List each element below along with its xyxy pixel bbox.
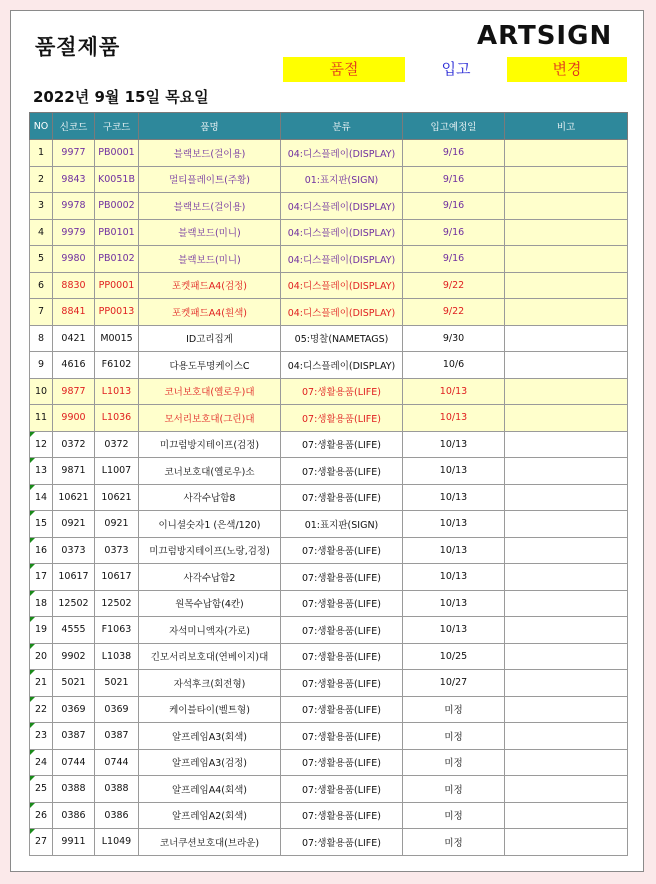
date-label: 2022년 9월 15일 목요일 xyxy=(33,88,209,106)
cell-new-code[interactable]: 9871 xyxy=(53,458,95,485)
cell-note[interactable] xyxy=(505,166,628,193)
cell-old-code[interactable]: 0373 xyxy=(95,537,139,564)
cell-no[interactable]: 19 xyxy=(30,617,53,644)
cell-old-code[interactable]: PB0001 xyxy=(95,140,139,167)
cell-eta[interactable]: 10/13 xyxy=(403,484,505,511)
cell-no[interactable]: 5 xyxy=(30,246,53,273)
cell-no[interactable]: 9 xyxy=(30,352,53,379)
cell-new-code[interactable]: 9877 xyxy=(53,378,95,405)
cell-eta[interactable]: 9/16 xyxy=(403,166,505,193)
cell-name[interactable]: 미끄럼방지테이프(노랑,검정) xyxy=(139,537,281,564)
cell-no[interactable]: 6 xyxy=(30,272,53,299)
cell-note[interactable] xyxy=(505,325,628,352)
cell-eta[interactable]: 10/13 xyxy=(403,458,505,485)
table-row xyxy=(30,670,628,697)
cell-note[interactable] xyxy=(505,352,628,379)
cell-no[interactable]: 8 xyxy=(30,325,53,352)
cell-note[interactable] xyxy=(505,405,628,432)
cell-new-code[interactable]: 0921 xyxy=(53,511,95,538)
table-row xyxy=(30,325,628,352)
cell-old-code[interactable]: 0386 xyxy=(95,802,139,829)
cell-name[interactable]: 원목수납함(4칸) xyxy=(139,590,281,617)
cell-name[interactable]: 블랙보드(걸이용) xyxy=(139,140,281,167)
table-row xyxy=(30,140,628,167)
cell-name[interactable]: 알프레임A4(회색) xyxy=(139,776,281,803)
table-row xyxy=(30,352,628,379)
cell-no[interactable]: 7 xyxy=(30,299,53,326)
cell-no[interactable]: 23 xyxy=(30,723,53,750)
cell-category[interactable]: 07:생활용품(LIFE) xyxy=(281,564,403,591)
cell-note[interactable] xyxy=(505,458,628,485)
table-row xyxy=(30,802,628,829)
page-title: 품절제품 xyxy=(35,35,121,59)
table-row xyxy=(30,166,628,193)
column-header-no: NO xyxy=(30,113,53,140)
cell-category[interactable]: 04:디스플레이(DISPLAY) xyxy=(281,299,403,326)
cell-category[interactable]: 07:생활용품(LIFE) xyxy=(281,643,403,670)
cell-category[interactable]: 07:생활용품(LIFE) xyxy=(281,802,403,829)
cell-category[interactable]: 07:생활용품(LIFE) xyxy=(281,617,403,644)
cell-note[interactable] xyxy=(505,511,628,538)
cell-no[interactable]: 3 xyxy=(30,193,53,220)
cell-no[interactable]: 14 xyxy=(30,484,53,511)
cell-eta[interactable]: 미정 xyxy=(403,749,505,776)
cell-category[interactable]: 07:생활용품(LIFE) xyxy=(281,378,403,405)
table-row xyxy=(30,299,628,326)
cell-old-code[interactable]: 0387 xyxy=(95,723,139,750)
cell-new-code[interactable]: 9980 xyxy=(53,246,95,273)
brand-logo: ARTSIGN xyxy=(477,21,613,51)
cell-no[interactable]: 25 xyxy=(30,776,53,803)
cell-name[interactable]: ID고리집게 xyxy=(139,325,281,352)
cell-old-code[interactable]: 12502 xyxy=(95,590,139,617)
cell-note[interactable] xyxy=(505,723,628,750)
cell-note[interactable] xyxy=(505,272,628,299)
cell-old-code[interactable]: PB0102 xyxy=(95,246,139,273)
cell-no[interactable]: 16 xyxy=(30,537,53,564)
cell-note[interactable] xyxy=(505,617,628,644)
cell-note[interactable] xyxy=(505,643,628,670)
cell-note[interactable] xyxy=(505,537,628,564)
cell-category[interactable]: 07:생활용품(LIFE) xyxy=(281,590,403,617)
cell-note[interactable] xyxy=(505,140,628,167)
cell-note[interactable] xyxy=(505,378,628,405)
table-row xyxy=(30,431,628,458)
cell-new-code[interactable]: 9977 xyxy=(53,140,95,167)
cell-new-code[interactable]: 0421 xyxy=(53,325,95,352)
cell-note[interactable] xyxy=(505,219,628,246)
cell-no[interactable]: 26 xyxy=(30,802,53,829)
cell-name[interactable]: 코너보호대(옐로우)대 xyxy=(139,378,281,405)
table-row xyxy=(30,590,628,617)
cell-note[interactable] xyxy=(505,749,628,776)
cell-name[interactable]: 블랙보드(미니) xyxy=(139,219,281,246)
cell-name[interactable]: 긴모서리보호대(연베이지)대 xyxy=(139,643,281,670)
cell-category[interactable]: 04:디스플레이(DISPLAY) xyxy=(281,193,403,220)
column-header-note: 비고 xyxy=(505,113,628,140)
cell-eta[interactable]: 10/13 xyxy=(403,511,505,538)
cell-name[interactable]: 코너쿠션보호대(브라운) xyxy=(139,829,281,856)
cell-eta[interactable]: 미정 xyxy=(403,696,505,723)
cell-name[interactable]: 포켓패드A4(검정) xyxy=(139,272,281,299)
cell-note[interactable] xyxy=(505,829,628,856)
cell-category[interactable]: 04:디스플레이(DISPLAY) xyxy=(281,352,403,379)
cell-eta[interactable]: 9/16 xyxy=(403,193,505,220)
cell-new-code[interactable]: 0369 xyxy=(53,696,95,723)
cell-category[interactable]: 07:생활용품(LIFE) xyxy=(281,431,403,458)
cell-old-code[interactable]: 0372 xyxy=(95,431,139,458)
cell-category[interactable]: 07:생활용품(LIFE) xyxy=(281,696,403,723)
cell-note[interactable] xyxy=(505,696,628,723)
cell-note[interactable] xyxy=(505,670,628,697)
cell-no[interactable]: 27 xyxy=(30,829,53,856)
cell-eta[interactable]: 10/13 xyxy=(403,378,505,405)
cell-eta[interactable]: 9/30 xyxy=(403,325,505,352)
cell-no[interactable]: 11 xyxy=(30,405,53,432)
cell-new-code[interactable]: 5021 xyxy=(53,670,95,697)
cell-eta[interactable]: 10/6 xyxy=(403,352,505,379)
column-header-name: 품명 xyxy=(139,113,281,140)
cell-old-code[interactable]: 5021 xyxy=(95,670,139,697)
cell-no[interactable]: 15 xyxy=(30,511,53,538)
cell-eta[interactable]: 10/13 xyxy=(403,564,505,591)
cell-name[interactable]: 코너보호대(옐로우)소 xyxy=(139,458,281,485)
cell-name[interactable]: 사각수납함8 xyxy=(139,484,281,511)
cell-eta[interactable]: 미정 xyxy=(403,802,505,829)
table-row xyxy=(30,511,628,538)
cell-old-code[interactable]: 0744 xyxy=(95,749,139,776)
cell-new-code[interactable]: 0386 xyxy=(53,802,95,829)
cell-eta[interactable]: 10/13 xyxy=(403,405,505,432)
table-row xyxy=(30,458,628,485)
cell-name[interactable]: 멀티플레이트(주황) xyxy=(139,166,281,193)
cell-eta[interactable]: 미정 xyxy=(403,723,505,750)
cell-new-code[interactable]: 0372 xyxy=(53,431,95,458)
cell-new-code[interactable]: 8830 xyxy=(53,272,95,299)
cell-new-code[interactable]: 9979 xyxy=(53,219,95,246)
table-row xyxy=(30,749,628,776)
cell-old-code[interactable]: 0921 xyxy=(95,511,139,538)
table-row xyxy=(30,776,628,803)
table-row xyxy=(30,272,628,299)
cell-name[interactable]: 다용도투명케이스C xyxy=(139,352,281,379)
cell-new-code[interactable]: 10621 xyxy=(53,484,95,511)
cell-old-code[interactable]: L1049 xyxy=(95,829,139,856)
cell-note[interactable] xyxy=(505,431,628,458)
column-header-new-code: 신코드 xyxy=(53,113,95,140)
cell-old-code[interactable]: 0369 xyxy=(95,696,139,723)
cell-no[interactable]: 22 xyxy=(30,696,53,723)
cell-category[interactable]: 05:명찰(NAMETAGS) xyxy=(281,325,403,352)
table-row xyxy=(30,193,628,220)
cell-no[interactable]: 17 xyxy=(30,564,53,591)
soldout-button[interactable]: 품절 xyxy=(283,57,405,82)
cell-category[interactable]: 07:생활용품(LIFE) xyxy=(281,405,403,432)
cell-old-code[interactable]: L1013 xyxy=(95,378,139,405)
cell-note[interactable] xyxy=(505,193,628,220)
cell-old-code[interactable]: F6102 xyxy=(95,352,139,379)
cell-new-code[interactable]: 9843 xyxy=(53,166,95,193)
cell-category[interactable]: 07:생활용품(LIFE) xyxy=(281,537,403,564)
cell-no[interactable]: 1 xyxy=(30,140,53,167)
cell-new-code[interactable]: 0387 xyxy=(53,723,95,750)
cell-category[interactable]: 04:디스플레이(DISPLAY) xyxy=(281,246,403,273)
cell-eta[interactable]: 9/16 xyxy=(403,140,505,167)
table-row xyxy=(30,484,628,511)
cell-eta[interactable]: 9/22 xyxy=(403,272,505,299)
product-table xyxy=(29,112,628,856)
cell-new-code[interactable]: 8841 xyxy=(53,299,95,326)
table-row xyxy=(30,723,628,750)
cell-eta[interactable]: 10/27 xyxy=(403,670,505,697)
table-row xyxy=(30,405,628,432)
table-row xyxy=(30,564,628,591)
cell-name[interactable]: 블랙보드(걸이용) xyxy=(139,193,281,220)
cell-name[interactable]: 자석후크(회전형) xyxy=(139,670,281,697)
cell-category[interactable]: 07:생활용품(LIFE) xyxy=(281,749,403,776)
cell-name[interactable]: 미끄럼방지테이프(검정) xyxy=(139,431,281,458)
cell-old-code[interactable]: M0015 xyxy=(95,325,139,352)
cell-no[interactable]: 4 xyxy=(30,219,53,246)
cell-category[interactable]: 07:생활용품(LIFE) xyxy=(281,484,403,511)
cell-eta[interactable]: 10/25 xyxy=(403,643,505,670)
sheet xyxy=(10,10,644,872)
cell-no[interactable]: 10 xyxy=(30,378,53,405)
cell-eta[interactable]: 9/16 xyxy=(403,246,505,273)
cell-no[interactable]: 13 xyxy=(30,458,53,485)
cell-old-code[interactable]: PP0001 xyxy=(95,272,139,299)
cell-name[interactable]: 이니셜숫자1 (은색/120) xyxy=(139,511,281,538)
cell-category[interactable]: 04:디스플레이(DISPLAY) xyxy=(281,272,403,299)
cell-category[interactable]: 07:생활용품(LIFE) xyxy=(281,829,403,856)
cell-new-code[interactable]: 9900 xyxy=(53,405,95,432)
cell-category[interactable]: 07:생활용품(LIFE) xyxy=(281,670,403,697)
cell-old-code[interactable]: PB0002 xyxy=(95,193,139,220)
table-row xyxy=(30,378,628,405)
cell-no[interactable]: 2 xyxy=(30,166,53,193)
cell-old-code[interactable]: 0388 xyxy=(95,776,139,803)
cell-category[interactable]: 04:디스플레이(DISPLAY) xyxy=(281,140,403,167)
cell-note[interactable] xyxy=(505,776,628,803)
cell-eta[interactable]: 미정 xyxy=(403,776,505,803)
stock-button[interactable]: 입고 xyxy=(405,57,507,82)
table-row xyxy=(30,246,628,273)
cell-new-code[interactable]: 0373 xyxy=(53,537,95,564)
cell-note[interactable] xyxy=(505,299,628,326)
column-header-old-code: 구코드 xyxy=(95,113,139,140)
cell-name[interactable]: 케이블타이(벨트형) xyxy=(139,696,281,723)
cell-eta[interactable]: 10/13 xyxy=(403,617,505,644)
header-row xyxy=(30,113,628,140)
cell-old-code[interactable]: K0051B xyxy=(95,166,139,193)
cell-category[interactable]: 07:생활용품(LIFE) xyxy=(281,723,403,750)
cell-category[interactable]: 07:생활용품(LIFE) xyxy=(281,458,403,485)
cell-note[interactable] xyxy=(505,802,628,829)
cell-name[interactable]: 포켓패드A4(흰색) xyxy=(139,299,281,326)
column-header-category: 분류 xyxy=(281,113,403,140)
table-row xyxy=(30,219,628,246)
cell-name[interactable]: 자석미니액자(가로) xyxy=(139,617,281,644)
cell-name[interactable]: 알프레임A3(회색) xyxy=(139,723,281,750)
table-row xyxy=(30,537,628,564)
cell-eta[interactable]: 9/16 xyxy=(403,219,505,246)
table-row xyxy=(30,617,628,644)
cell-new-code[interactable]: 10617 xyxy=(53,564,95,591)
cell-old-code[interactable]: F1063 xyxy=(95,617,139,644)
cell-new-code[interactable]: 9978 xyxy=(53,193,95,220)
cell-name[interactable]: 알프레임A2(회색) xyxy=(139,802,281,829)
change-button[interactable]: 변경 xyxy=(507,57,627,82)
cell-eta[interactable]: 10/13 xyxy=(403,537,505,564)
cell-old-code[interactable]: PB0101 xyxy=(95,219,139,246)
cell-new-code[interactable]: 4616 xyxy=(53,352,95,379)
cell-name[interactable]: 알프레임A3(검정) xyxy=(139,749,281,776)
cell-category[interactable]: 04:디스플레이(DISPLAY) xyxy=(281,219,403,246)
cell-category[interactable]: 01:표지판(SIGN) xyxy=(281,511,403,538)
cell-new-code[interactable]: 12502 xyxy=(53,590,95,617)
cell-new-code[interactable]: 0388 xyxy=(53,776,95,803)
cell-note[interactable] xyxy=(505,590,628,617)
cell-old-code[interactable]: 10621 xyxy=(95,484,139,511)
cell-name[interactable]: 사각수납함2 xyxy=(139,564,281,591)
cell-note[interactable] xyxy=(505,246,628,273)
cell-old-code[interactable]: L1007 xyxy=(95,458,139,485)
cell-old-code[interactable]: PP0013 xyxy=(95,299,139,326)
cell-old-code[interactable]: L1038 xyxy=(95,643,139,670)
cell-category[interactable]: 07:생활용품(LIFE) xyxy=(281,776,403,803)
cell-old-code[interactable]: L1036 xyxy=(95,405,139,432)
cell-note[interactable] xyxy=(505,484,628,511)
table-row xyxy=(30,643,628,670)
cell-no[interactable]: 24 xyxy=(30,749,53,776)
cell-new-code[interactable]: 9911 xyxy=(53,829,95,856)
cell-name[interactable]: 블랙보드(미니) xyxy=(139,246,281,273)
cell-category[interactable]: 01:표지판(SIGN) xyxy=(281,166,403,193)
cell-no[interactable]: 12 xyxy=(30,431,53,458)
cell-no[interactable]: 20 xyxy=(30,643,53,670)
cell-new-code[interactable]: 9902 xyxy=(53,643,95,670)
cell-note[interactable] xyxy=(505,564,628,591)
table-row xyxy=(30,829,628,856)
cell-new-code[interactable]: 4555 xyxy=(53,617,95,644)
cell-new-code[interactable]: 0744 xyxy=(53,749,95,776)
cell-no[interactable]: 21 xyxy=(30,670,53,697)
cell-eta[interactable]: 10/13 xyxy=(403,590,505,617)
column-header-eta: 입고예정일 xyxy=(403,113,505,140)
cell-eta[interactable]: 9/22 xyxy=(403,299,505,326)
cell-eta[interactable]: 10/13 xyxy=(403,431,505,458)
table-row xyxy=(30,696,628,723)
cell-name[interactable]: 모서리보호대(그린)대 xyxy=(139,405,281,432)
cell-no[interactable]: 18 xyxy=(30,590,53,617)
cell-old-code[interactable]: 10617 xyxy=(95,564,139,591)
cell-eta[interactable]: 미정 xyxy=(403,829,505,856)
